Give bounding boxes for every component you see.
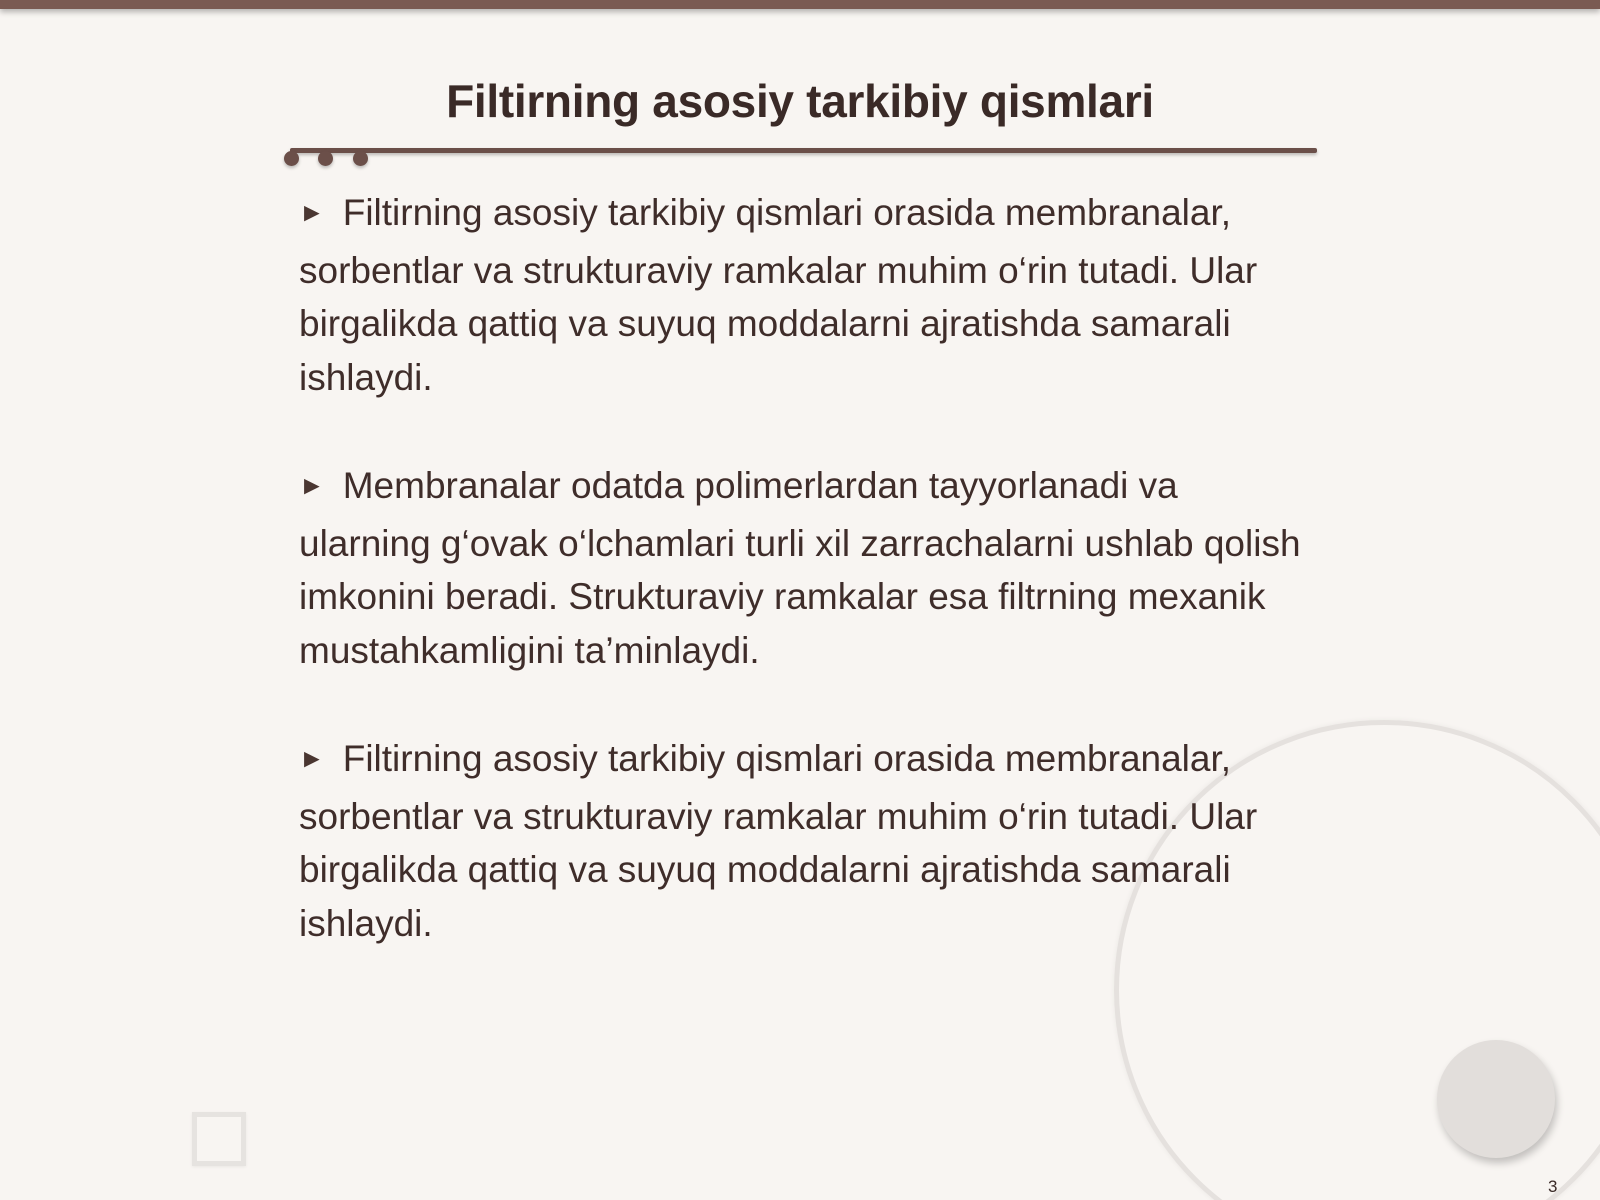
page-number: 3 xyxy=(1548,1177,1558,1196)
bullet-paragraph xyxy=(299,732,1319,950)
bullet-paragraph xyxy=(299,459,1319,677)
decorative-disc xyxy=(1437,1040,1555,1158)
decorative-dot xyxy=(318,151,333,166)
bullet-arrow-icon: ► xyxy=(299,197,325,227)
decorative-dot xyxy=(353,151,368,166)
slide-body xyxy=(299,186,1319,1005)
title-underline xyxy=(290,148,1317,153)
bullet-paragraph xyxy=(299,186,1319,404)
decorative-dot xyxy=(284,151,299,166)
top-accent-bar xyxy=(0,0,1600,9)
bullet-arrow-icon: ► xyxy=(299,470,325,500)
paragraph-text: Filtirning asosiy tarkibiy qismlari orasida membranalar, sorbentlar va strukturaviy ramkalar muhim o‘rin tutadi. Ular birgalikda qattiq va suyuq moddalarni ajratishda samarali ishlaydi. xyxy=(299,738,1258,944)
decorative-square xyxy=(192,1112,246,1166)
paragraph-text: Membranalar odatda polimerlardan tayyorlanadi va ularning g‘ovak o‘lchamlari turli xil zarrachalarni ushlab qolish imkonini beradi. Strukturaviy ramkalar esa filtrning mexanik mustahkamligini ta’minlaydi. xyxy=(299,465,1301,671)
slide-title: Filtirning asosiy tarkibiy qismlari xyxy=(446,75,1154,127)
paragraph-text: Filtirning asosiy tarkibiy qismlari orasida membranalar, sorbentlar va strukturaviy ramkalar muhim o‘rin tutadi. Ular birgalikda qattiq va suyuq moddalarni ajratishda samarali ishlaydi. xyxy=(299,192,1258,398)
bullet-arrow-icon: ► xyxy=(299,743,325,773)
